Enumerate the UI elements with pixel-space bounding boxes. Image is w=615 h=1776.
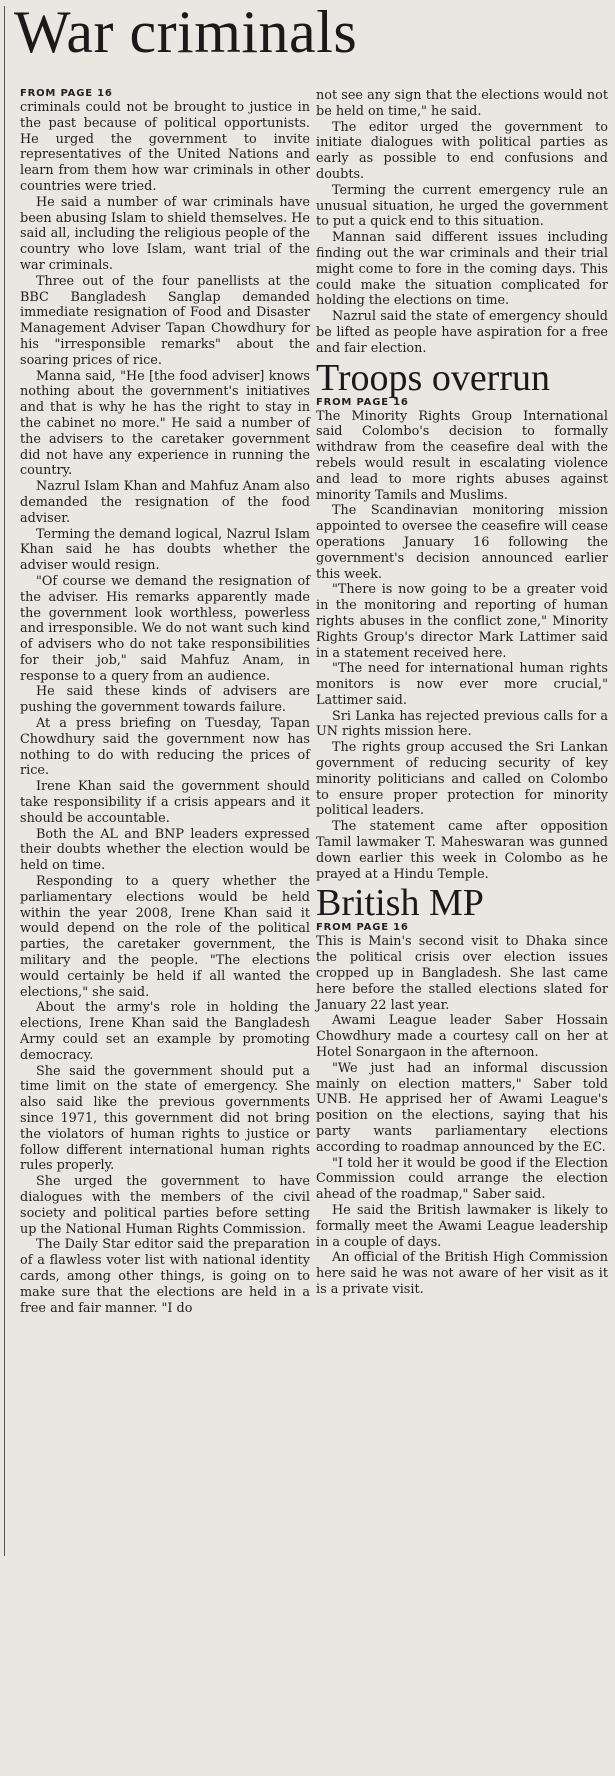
- story-paragraph: Both the AL and BNP leaders expressed their doubts whether the election would be held on time.: [20, 826, 310, 874]
- column-rule: [4, 6, 5, 1556]
- story-paragraph: She urged the government to have dialogues with the members of the civil society and political parties before setting up the National Human Rights Commission.: [20, 1174, 310, 1237]
- story-paragraph: The statement came after opposition Tamil lawmaker T. Maheswaran was gunned down earlier this week in Colombo as he prayed at a Hindu Temple.: [316, 819, 608, 882]
- story-paragraph: The Scandinavian monitoring mission appointed to oversee the ceasefire will cease operations January 16 following the government's decision announced earlier this week.: [316, 503, 608, 582]
- story-paragraph-continued: Nazrul said the state of emergency should be lifted as people have aspiration for a free and fair election.: [316, 309, 608, 356]
- story-paragraph: He said the British lawmaker is likely to formally meet the Awami League leadership in a couple of days.: [316, 1203, 608, 1250]
- story-paragraph-continued: The editor urged the government to initiate dialogues with political parties as early as possible to end confusions and doubts.: [316, 119, 608, 182]
- from-page-kicker: FROM PAGE 16: [316, 396, 409, 408]
- story-paragraph-continued: not see any sign that the elections would not be held on time," he said.: [316, 88, 608, 119]
- story-paragraph: "I told her it would be good if the Election Commission could arrange the election ahead of the roadmap," Saber said.: [316, 1155, 608, 1203]
- story-paragraph: Three out of the four panellists at the BBC Bangladesh Sanglap demanded immediate resignation of Food and Disaster Management Adviser Tapan Chowdhury for his "irresponsible remarks" about the soaring prices of rice.: [20, 273, 310, 368]
- story-paragraph: "We just had an informal discussion mainly on election matters," Saber told UNB. He apprised her of Awami League's position on the elections, saying that his party wants parliamentary elections according to roadmap announced by the EC.: [316, 1060, 608, 1155]
- story-paragraph: At a press briefing on Tuesday, Tapan Chowdhury said the government now has nothing to do with reducing the prices of rice.: [20, 716, 310, 779]
- story-paragraph: Manna said, "He [the food adviser] knows nothing about the government's initiatives and that is why he has the right to stay in the cabinet no more." He said a number of the advisers to the caretaker government did not have any experience in running the country.: [20, 368, 310, 479]
- left-column: [20, 88, 310, 1316]
- story-paragraph: Terming the demand logical, Nazrul Islam Khan said he has doubts whether the adviser would resign.: [20, 526, 310, 574]
- story-paragraph: She said the government should put a time limit on the state of emergency. She also said like the previous governments since 1971, this government did not bring the violators of human rights to justice or follow different international human rights rules properly.: [20, 1063, 310, 1174]
- story-paragraph: About the army's role in holding the elections, Irene Khan said the Bangladesh Army could set an example by promoting democracy.: [20, 1000, 310, 1063]
- story-paragraph: An official of the British High Commission here said he was not aware of her visit as it is a private visit.: [316, 1250, 608, 1297]
- story-paragraph: criminals could not be brought to justice in the past because of political opportunists. He urged the government to invite representatives of the United Nations and learn from them how war criminals in other countries were tried.: [20, 100, 310, 194]
- story-paragraph-continued: Mannan said different issues including finding out the war criminals and their trial might come to fore in the coming days. This could make the situation complicated for holding the elections on time.: [316, 230, 608, 309]
- story-paragraph: The Minority Rights Group International said Colombo's decision to formally withdraw from the ceasefire deal with the rebels would result in escalating violence and lead to more rights abuses against minority Tamils and Muslims.: [316, 408, 608, 503]
- headline-british-mp: British MP: [316, 882, 484, 925]
- story-paragraph: "There is now going to be a greater void in the monitoring and reporting of human rights abuses in the conflict zone," Minority Rights Group's director Mark Lattimer said in a statement received here.: [316, 582, 608, 661]
- story-paragraph: "Of course we demand the resignation of the adviser. His remarks apparently made the government look worthless, powerless and irresponsible. We do not want such kind of advisers who do not take responsibilities for their job," said Mahfuz Anam, in response to a query from an audience.: [20, 573, 310, 684]
- story-paragraph: Responding to a query whether the parliamentary elections would be held within the year 2008, Irene Khan said it would depend on the role of the political parties, the caretaker government, the military and the people. "The elections would certainly be held if all wanted the elections," she said.: [20, 874, 310, 1000]
- story-paragraph: The Daily Star editor said the preparation of a flawless voter list with national identity cards, among other things, is going on to make sure that the elections are held in a free and fair manner. "I do: [20, 1237, 310, 1316]
- right-column: [316, 88, 608, 1298]
- story-paragraph: Irene Khan said the government should take responsibility if a crisis appears and it should be accountable.: [20, 779, 310, 826]
- story-paragraph-continued: Terming the current emergency rule an unusual situation, he urged the government to put a quick end to this situation.: [316, 182, 608, 230]
- story-paragraph: Awami League leader Saber Hossain Chowdhury made a courtesy call on her at Hotel Sonargaon in the afternoon.: [316, 1013, 608, 1061]
- headline-war-criminals: War criminals: [14, 0, 358, 65]
- from-page-kicker: FROM PAGE 16: [20, 88, 113, 99]
- story-paragraph: "The need for international human rights monitors is now ever more crucial," Lattimer said.: [316, 661, 608, 708]
- story-paragraph: Sri Lanka has rejected previous calls for a UN rights mission here.: [316, 708, 608, 740]
- headline-troops-overrun: Troops overrun: [316, 356, 550, 399]
- story-paragraph: He said a number of war criminals have been abusing Islam to shield themselves. He said all, including the religious people of the country who love Islam, want trial of the war criminals.: [20, 194, 310, 273]
- story-paragraph: The rights group accused the Sri Lankan government of reducing security of key minority politicians and called on Colombo to ensure proper protection for minority political leaders.: [316, 740, 608, 819]
- story-paragraph: Nazrul Islam Khan and Mahfuz Anam also demanded the resignation of the food adviser.: [20, 479, 310, 526]
- story-paragraph: He said these kinds of advisers are pushing the government towards failure.: [20, 684, 310, 716]
- from-page-kicker: FROM PAGE 16: [316, 922, 409, 934]
- story-paragraph: This is Main's second visit to Dhaka since the political crisis over election issues cropped up in Bangladesh. She last came here before the stalled elections slated for January 22 last year.: [316, 934, 608, 1013]
